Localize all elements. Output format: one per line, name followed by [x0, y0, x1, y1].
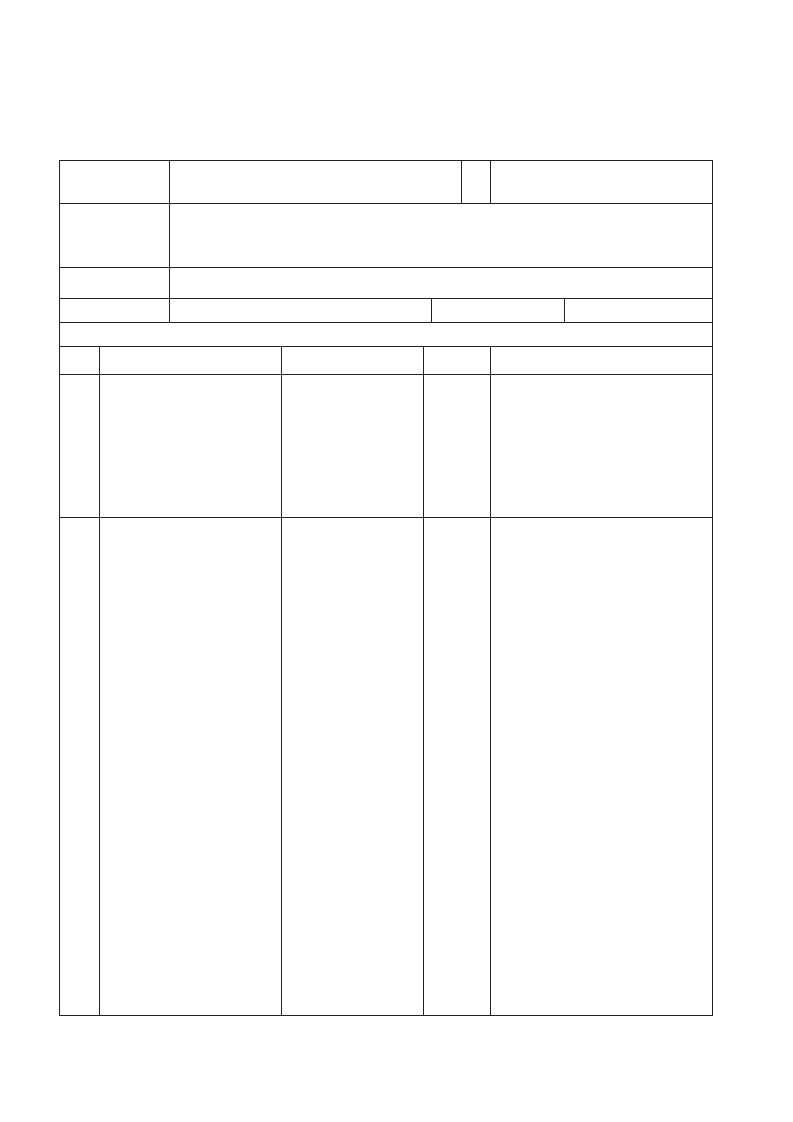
col-header-activity — [282, 347, 424, 375]
goals-row — [60, 204, 713, 268]
reviewer-value — [565, 299, 713, 323]
col-header-organization — [424, 347, 491, 375]
goals-label — [60, 204, 170, 268]
start-organization — [424, 375, 491, 518]
start-section-row — [60, 375, 713, 518]
prep-organization — [424, 518, 491, 1016]
col-header-stage — [60, 347, 100, 375]
goals-list — [170, 204, 713, 268]
date-field — [491, 161, 713, 204]
content-value — [170, 161, 462, 204]
content-row — [60, 161, 713, 204]
col-header-content — [100, 347, 282, 375]
preparer-value — [170, 299, 432, 323]
prep-activities — [282, 518, 424, 1016]
prep-section-row — [60, 518, 713, 1016]
prep-stage-label — [60, 518, 100, 1016]
reviewer-label — [432, 299, 565, 323]
preparer-label — [60, 299, 170, 323]
process-title — [60, 323, 713, 347]
subtitle — [270, 140, 350, 155]
start-stage-label — [60, 375, 100, 518]
lesson-plan-table — [59, 160, 713, 1016]
start-content — [100, 375, 282, 518]
keypoints-row — [60, 268, 713, 299]
prep-content — [100, 518, 282, 1016]
col-header-adjustment — [491, 347, 713, 375]
process-header-row — [60, 347, 713, 375]
start-activities — [282, 375, 424, 518]
keypoints-value — [170, 268, 713, 299]
preparer-row — [60, 299, 713, 323]
process-title-row — [60, 323, 713, 347]
gym-formation-diagram — [427, 765, 555, 865]
exec-time-label — [462, 161, 491, 204]
keypoints-label — [60, 268, 170, 299]
content-label — [60, 161, 170, 204]
formation-diagram — [428, 377, 558, 471]
warmup-diagram — [427, 588, 555, 648]
